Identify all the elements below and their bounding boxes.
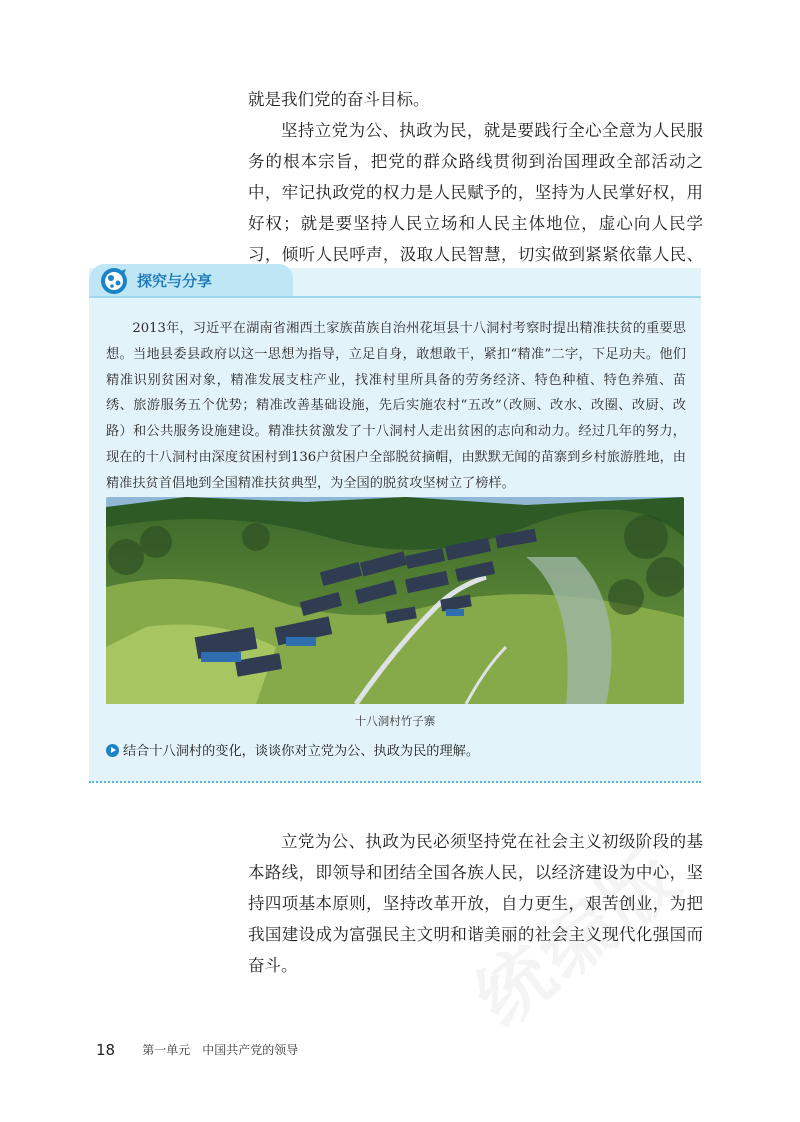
page-footer	[96, 1039, 298, 1059]
explore-globe-icon	[99, 266, 129, 296]
photo-caption: 十八洞村竹子寨	[354, 714, 436, 728]
explore-header-divider	[89, 296, 701, 298]
village-photo	[106, 497, 684, 704]
discussion-question	[106, 742, 686, 762]
unit-label: 第一单元 中国共产党的领导	[142, 1043, 299, 1057]
explore-box-dotted-border	[89, 781, 701, 783]
text-paragraph: 立党为公、执政为民必须坚持党在社会主义初级阶段的基本路线，即领导和团结全国各族人民，以经济建设为中心，坚持四项基本原则，坚持改革开放，自力更生，艰苦创业，为把我国建设成为富强民主文明和谐美丽的社会主义现代化强国而奋斗。	[248, 832, 703, 975]
play-arrow-icon	[106, 744, 119, 757]
text-paragraph: 坚持立党为公、执政为民，就是要践行全心全意为人民服务的根本宗旨，把党的群众路线贯彻到治国理政全部活动之中，牢记执政党的权力是人民赋予的，坚持为人民掌好权，用好权；就是要坚持人民立场和人民主体地位，虚心向人民学习，倾听人民呼声，汲取人民智慧，切实做到紧紧依靠人民、	[248, 121, 703, 264]
page-number: 18	[96, 1040, 116, 1059]
text-line-continuation: 就是我们党的奋斗目标。	[248, 90, 430, 109]
case-study-text: 2013年，习近平在湖南省湘西土家族苗族自治州花垣县十八洞村考察时提出精准扶贫的重要思想。当地县委县政府以这一思想为指导，立足自身，敢想敢干，紧扣“精准”二字，下足功夫。他们精准识别贫困对象，精准发展支柱产业，找准村里所具备的劳务经济、特色种植、特色养殖、苗绣、旅游服务五个优势；精准改善基础设施，先后实施农村“五改”（改厕、改水、改圈、改厨、改路）和公共服务设施建设。精准扶贫激发了十八洞村人走出贫困的志向和动力。经过几年的努力，现在的十八洞村由深度贫困村到136户贫困户全部脱贫摘帽，由默默无闻的苗寨到乡村旅游胜地，由精准扶贫首倡地到全国精准扶贫典型，为全国的脱贫攻坚树立了榜样。	[106, 321, 686, 491]
question-text: 结合十八洞村的变化，谈谈你对立党为公、执政为民的理解。	[123, 744, 480, 759]
explore-share-title: 探究与分享	[137, 272, 213, 290]
